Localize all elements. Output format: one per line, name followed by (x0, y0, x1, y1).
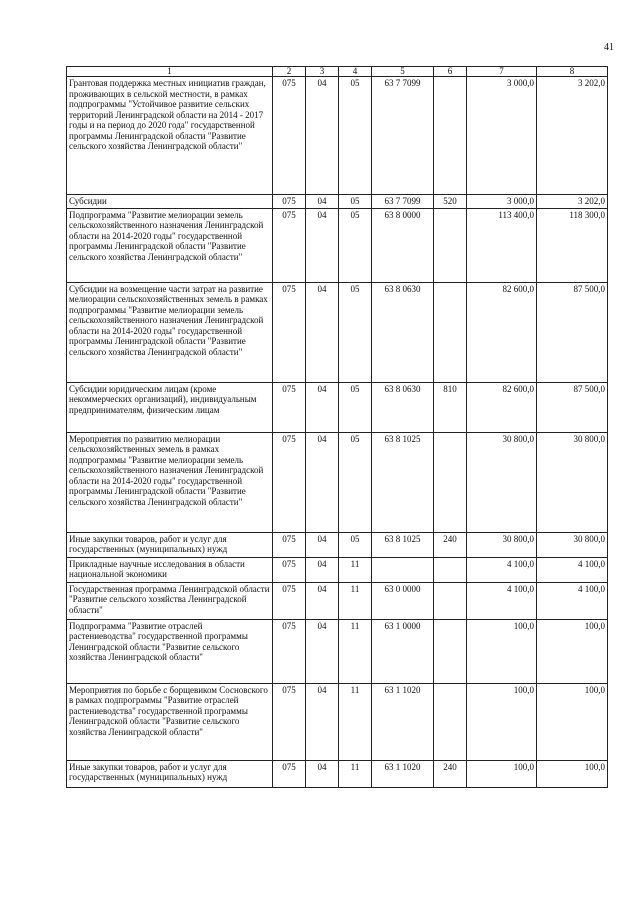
table-row (67, 432, 608, 532)
cell-vr (434, 683, 467, 760)
cell-vr: 240 (434, 760, 467, 787)
row-name: Подпрограмма "Развитие мелиорации земель сельскохозяйственного назначения Ленинградской области на 2014-2020 годы" государственной программы Ленинградской области "Развитие сельского хозяйства Ленинградской области" (67, 208, 273, 282)
cell-pr: 11 (339, 557, 372, 582)
cell-sum2: 4 100,0 (537, 557, 608, 582)
cell-rz: 04 (306, 683, 339, 760)
cell-csr: 63 7 7099 (372, 77, 434, 195)
cell-sum2: 118 300,0 (537, 208, 608, 282)
row-name: Прикладные научные исследования в области национальной экономики (67, 557, 273, 582)
cell-pr: 05 (339, 77, 372, 195)
cell-rz: 04 (306, 557, 339, 582)
cell-sum1: 4 100,0 (467, 582, 537, 619)
cell-sum1: 100,0 (467, 619, 537, 683)
cell-gr: 075 (273, 282, 306, 382)
cell-sum1: 100,0 (467, 760, 537, 787)
cell-gr: 075 (273, 195, 306, 209)
cell-gr: 075 (273, 582, 306, 619)
cell-sum1: 3 000,0 (467, 195, 537, 209)
cell-vr (434, 619, 467, 683)
cell-sum1: 30 800,0 (467, 532, 537, 557)
cell-vr: 520 (434, 195, 467, 209)
cell-pr: 11 (339, 760, 372, 787)
cell-csr: 63 0 0000 (372, 582, 434, 619)
cell-gr: 075 (273, 208, 306, 282)
cell-csr: 63 8 0000 (372, 208, 434, 282)
cell-sum2: 3 202,0 (537, 77, 608, 195)
cell-vr (434, 432, 467, 532)
cell-sum1: 82 600,0 (467, 382, 537, 432)
cell-vr: 810 (434, 382, 467, 432)
cell-gr: 075 (273, 619, 306, 683)
cell-sum2: 30 800,0 (537, 432, 608, 532)
cell-pr: 05 (339, 208, 372, 282)
cell-gr: 075 (273, 760, 306, 787)
column-header: 4 (339, 67, 372, 77)
row-name: Иные закупки товаров, работ и услуг для государственных (муниципальных) нужд (67, 760, 273, 787)
table-row (67, 760, 608, 787)
row-name: Мероприятия по борьбе с борщевиком Сосновского в рамках подпрограммы "Развитие отраслей растениеводства" государственной программы Ленинградской области "Развитие сельского хозяйства Ленинградской области" (67, 683, 273, 760)
cell-sum2: 30 800,0 (537, 532, 608, 557)
cell-csr: 63 8 0630 (372, 382, 434, 432)
page-number: 41 (604, 42, 614, 53)
cell-rz: 04 (306, 208, 339, 282)
cell-sum1: 113 400,0 (467, 208, 537, 282)
cell-csr: 63 1 1020 (372, 760, 434, 787)
cell-pr: 05 (339, 282, 372, 382)
budget-table (66, 66, 608, 788)
cell-gr: 075 (273, 683, 306, 760)
cell-sum1: 100,0 (467, 683, 537, 760)
table-row (67, 582, 608, 619)
cell-csr: 63 7 7099 (372, 195, 434, 209)
row-name: Субсидии юридическим лицам (кроме некоммерческих организаций), индивидуальным предпринимателям, физическим лицам (67, 382, 273, 432)
cell-vr: 240 (434, 532, 467, 557)
cell-gr: 075 (273, 557, 306, 582)
column-header: 6 (434, 67, 467, 77)
table-row (67, 195, 608, 209)
table-row (67, 208, 608, 282)
cell-csr: 63 1 1020 (372, 683, 434, 760)
table-row (67, 282, 608, 382)
cell-rz: 04 (306, 582, 339, 619)
cell-csr: 63 8 1025 (372, 432, 434, 532)
cell-vr (434, 282, 467, 382)
row-name: Подпрограмма "Развитие отраслей растениеводства" государственной программы Ленинградской области "Развитие сельского хозяйства Ленинградской области" (67, 619, 273, 683)
column-header: 7 (467, 67, 537, 77)
row-name: Субсидии (67, 195, 273, 209)
table-row (67, 683, 608, 760)
cell-sum1: 4 100,0 (467, 557, 537, 582)
cell-pr: 05 (339, 432, 372, 532)
cell-sum2: 4 100,0 (537, 582, 608, 619)
cell-csr: 63 8 0630 (372, 282, 434, 382)
cell-sum2: 87 500,0 (537, 282, 608, 382)
cell-vr (434, 77, 467, 195)
cell-sum2: 100,0 (537, 619, 608, 683)
column-header: 5 (372, 67, 434, 77)
cell-vr (434, 557, 467, 582)
cell-csr: 63 1 0000 (372, 619, 434, 683)
cell-rz: 04 (306, 760, 339, 787)
cell-rz: 04 (306, 619, 339, 683)
cell-pr: 05 (339, 382, 372, 432)
cell-csr: 63 8 1025 (372, 532, 434, 557)
cell-pr: 05 (339, 195, 372, 209)
column-header: 2 (273, 67, 306, 77)
cell-sum1: 3 000,0 (467, 77, 537, 195)
cell-rz: 04 (306, 77, 339, 195)
cell-sum2: 3 202,0 (537, 195, 608, 209)
column-header: 8 (537, 67, 608, 77)
column-header: 1 (67, 67, 273, 77)
cell-gr: 075 (273, 382, 306, 432)
cell-sum2: 100,0 (537, 683, 608, 760)
cell-pr: 11 (339, 683, 372, 760)
cell-vr (434, 208, 467, 282)
cell-rz: 04 (306, 382, 339, 432)
table-row (67, 532, 608, 557)
cell-pr: 05 (339, 532, 372, 557)
table-row (67, 557, 608, 582)
cell-rz: 04 (306, 195, 339, 209)
cell-pr: 11 (339, 619, 372, 683)
row-name: Государственная программа Ленинградской области "Развитие сельского хозяйства Ленинградской области" (67, 582, 273, 619)
cell-rz: 04 (306, 282, 339, 382)
table-row (67, 619, 608, 683)
row-name: Мероприятия по развитию мелиорации сельскохозяйственных земель в рамках подпрограммы "Развитие мелиорации земель сельскохозяйственного назначения Ленинградской области на 2014-2020 годы" государственной программы Ленинградской области "Развитие сельского хозяйства Ленинградской области" (67, 432, 273, 532)
cell-pr: 11 (339, 582, 372, 619)
cell-csr (372, 557, 434, 582)
row-name: Грантовая поддержка местных инициатив граждан, проживающих в сельской местности, в рамках подпрограммы "Устойчивое развитие сельских территорий Ленинградской области на 2014 - 2017 годы и на период до 2020 года" государственной программы Ленинградской области "Развитие сельского хозяйства Ленинградской области" (67, 77, 273, 195)
row-name: Иные закупки товаров, работ и услуг для государственных (муниципальных) нужд (67, 532, 273, 557)
cell-sum2: 87 500,0 (537, 382, 608, 432)
cell-gr: 075 (273, 77, 306, 195)
cell-gr: 075 (273, 532, 306, 557)
column-header: 3 (306, 67, 339, 77)
row-name: Субсидии на возмещение части затрат на развитие мелиорации сельскохозяйственных земель в рамках подпрограммы "Развитие мелиорации земель сельскохозяйственного назначения Ленинградской области на 2014-2020 годы" государственной программы Ленинградской области "Развитие сельского хозяйства Ленинградской области" (67, 282, 273, 382)
cell-sum2: 100,0 (537, 760, 608, 787)
cell-sum1: 82 600,0 (467, 282, 537, 382)
cell-rz: 04 (306, 532, 339, 557)
table-row (67, 77, 608, 195)
cell-rz: 04 (306, 432, 339, 532)
cell-sum1: 30 800,0 (467, 432, 537, 532)
cell-vr (434, 582, 467, 619)
table-row (67, 382, 608, 432)
cell-gr: 075 (273, 432, 306, 532)
header-row (67, 67, 608, 77)
